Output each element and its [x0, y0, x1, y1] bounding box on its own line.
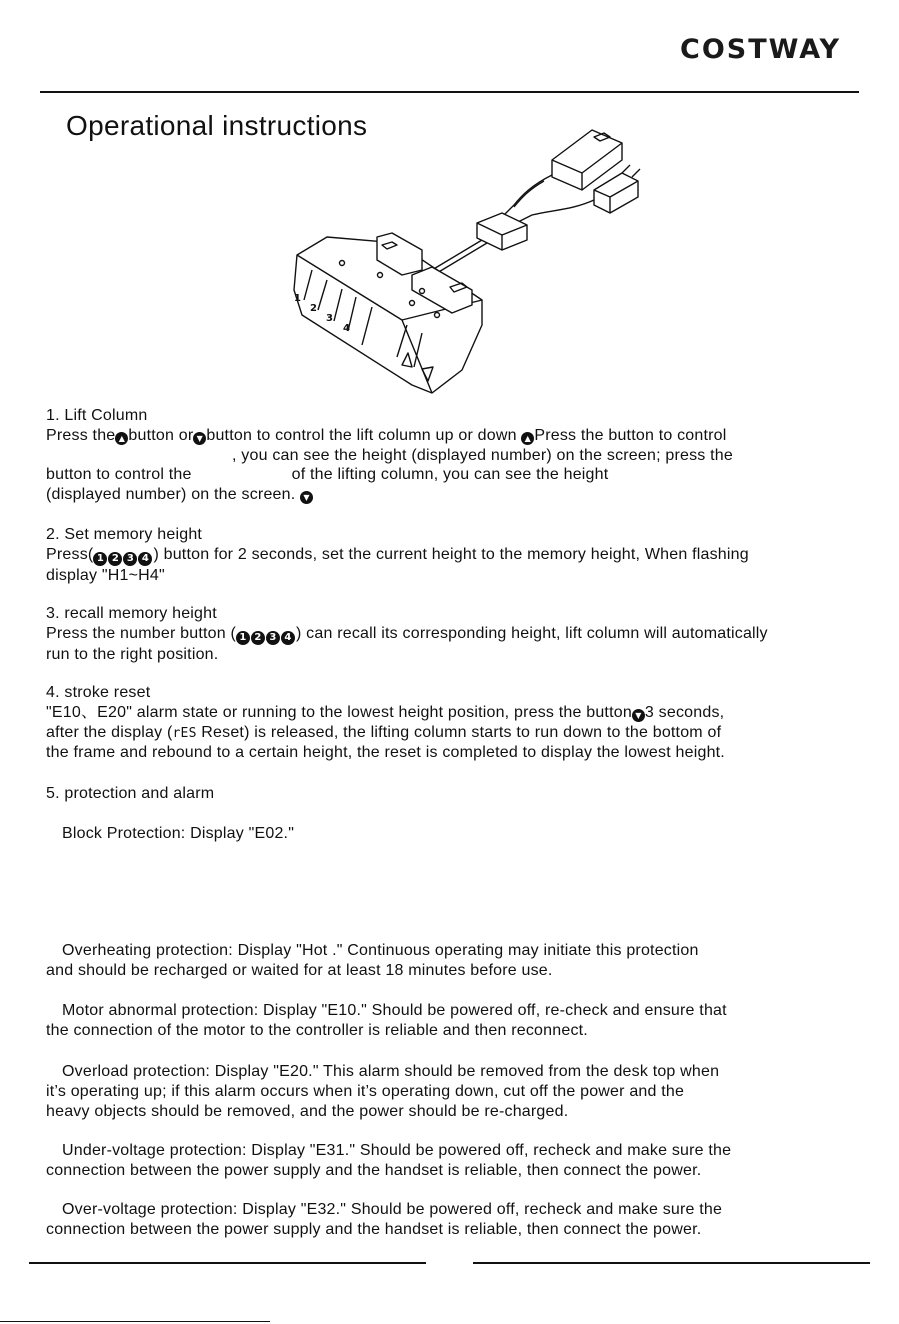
text: the frame and rebound to a certain height, the reset is completed to display the lowest height. [46, 744, 725, 762]
key-1-icon: 1 [93, 552, 107, 566]
text: of the lifting column, you can see the height [291, 466, 609, 484]
footer-rule-left [29, 1262, 426, 1264]
text: , you can see the height (displayed number) on the screen; press the [232, 446, 733, 464]
section-stroke-reset [46, 683, 866, 763]
text: Motor abnormal protection: Display "E10." Should be powered off, re-check and ensure that [62, 1002, 727, 1019]
text: Reset) is released, the lifting column starts to run down to the bottom of [201, 723, 722, 741]
overheating-protection [46, 941, 866, 981]
text: Overload protection: Display "E20." This alarm should be removed from the desk top when [62, 1063, 720, 1080]
down-arrow-icon: ▼ [300, 491, 313, 504]
text: button or [128, 426, 194, 444]
text: Over-voltage protection: Display "E32." Should be powered off, recheck and make sure the [62, 1201, 723, 1218]
section-heading: 4. stroke reset [46, 684, 151, 701]
controller-illustration [282, 125, 654, 400]
section-heading: 2. Set memory height [46, 526, 203, 543]
block-protection: Block Protection: Display "E02." [62, 825, 295, 842]
footer-rule-bottom [0, 1321, 270, 1322]
key-1-icon: 1 [236, 631, 250, 645]
under-voltage-protection [46, 1141, 866, 1181]
footer-rule-right [473, 1262, 870, 1264]
key-3-icon: 3 [266, 631, 280, 645]
text: it’s operating up; if this alarm occurs when it’s operating down, cut off the power and the [46, 1082, 685, 1100]
reset-display-glyph: rES [172, 725, 197, 741]
key-2-icon: 2 [251, 631, 265, 645]
text: Overheating protection: Display "Hot ." Continuous operating may initiate this protection [62, 942, 699, 959]
text: ) button for 2 seconds, set the current height to the memory height, When flashing [153, 545, 749, 563]
text: heavy objects should be removed, and the power should be re-charged. [46, 1102, 569, 1120]
text: after the display ( [46, 723, 173, 741]
text: connection between the power supply and the handset is reliable, then connect the power. [46, 1161, 702, 1179]
key-3: 3 [326, 313, 333, 324]
key-3-icon: 3 [123, 552, 137, 566]
text: Press the [46, 426, 116, 444]
text: run to the right position. [46, 645, 219, 663]
text: 3 seconds, [644, 703, 725, 721]
text: Press( [46, 545, 94, 563]
text: button to control the [46, 466, 192, 484]
section-lift-column [46, 406, 866, 505]
text: connection between the power supply and the handset is reliable, then connect the power. [46, 1220, 702, 1238]
over-voltage-protection [46, 1200, 866, 1240]
page-title: Operational instructions [66, 110, 368, 141]
key-1: 1 [294, 293, 301, 304]
text: (displayed number) on the screen. [46, 486, 296, 504]
section-protection [46, 784, 866, 804]
key-4-icon: 4 [281, 631, 295, 645]
section-recall-memory [46, 604, 866, 665]
text: "E10、E20" alarm state or running to the lowest height position, press the button [46, 703, 632, 721]
text: button to control the lift column up or down [206, 426, 517, 444]
motor-protection [46, 1001, 866, 1041]
key-2-icon: 2 [108, 552, 122, 566]
up-arrow-icon: ▲ [115, 432, 128, 445]
text: ) can recall its corresponding height, lift column will automatically [295, 624, 768, 642]
key-4-icon: 4 [138, 552, 152, 566]
down-arrow-icon: ▼ [193, 432, 206, 445]
section-set-memory [46, 525, 866, 586]
overload-protection [46, 1062, 866, 1121]
text: Press the number button ( [46, 624, 236, 642]
section-heading: 3. recall memory height [46, 605, 217, 622]
text: Press the button to control [534, 426, 727, 444]
section-heading: 1. Lift Column [46, 407, 148, 424]
text: display "H1~H4" [46, 566, 165, 584]
section-heading: 5. protection and alarm [46, 785, 215, 802]
text: the connection of the motor to the controller is reliable and then reconnect. [46, 1021, 588, 1039]
down-arrow-icon: ▼ [632, 709, 645, 722]
header-rule [40, 91, 859, 93]
text: and should be recharged or waited for at least 18 minutes before use. [46, 961, 553, 979]
key-4: 4 [343, 323, 350, 334]
brand-logo: COSTWAY [680, 34, 842, 65]
up-arrow-icon: ▲ [521, 432, 534, 445]
text: Under-voltage protection: Display "E31." Should be powered off, recheck and make sure the [62, 1142, 732, 1159]
key-2: 2 [310, 303, 317, 314]
